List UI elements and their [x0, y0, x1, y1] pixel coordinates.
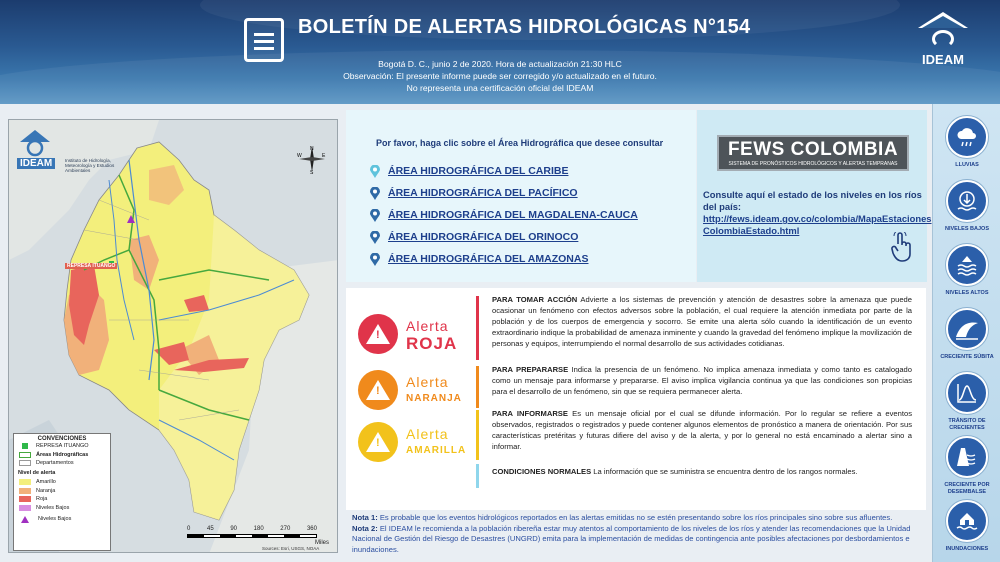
map-pin-icon — [370, 209, 380, 222]
pointer-hand-icon[interactable] — [889, 232, 915, 262]
sidebar-label[interactable]: NIVELES BAJOS — [944, 226, 989, 232]
sidebar-label[interactable]: INUNDACIONES — [945, 546, 989, 552]
area-link-label[interactable]: ÁREA HIDROGRÁFICA DEL AMAZONAS — [388, 253, 589, 265]
sidebar-label[interactable]: CRECIENTE SÚBITA — [940, 354, 994, 360]
warning-icon: ! — [358, 314, 398, 354]
map-pin-icon — [370, 253, 380, 266]
compass-n: N — [310, 146, 314, 152]
fews-logo-title: FEWS COLOMBIA — [727, 139, 899, 160]
warning-icon: ! — [358, 422, 398, 462]
fews-description: Consulte aquí el estado de los niveles en los ríos del país: — [703, 189, 922, 212]
map-source: Sources: Esri, USGS, NOAA — [262, 546, 320, 551]
notes — [352, 513, 922, 555]
dam-release-icon[interactable] — [946, 436, 988, 478]
alerta-naranja-badge: ! Alerta NARANJA — [358, 366, 468, 414]
hydrographic-areas-panel — [346, 110, 696, 282]
fews-colombia-logo[interactable] — [717, 135, 909, 171]
legend-title: CONVENCIONES — [37, 436, 87, 442]
scale-tick-label: 90 — [230, 526, 237, 532]
area-link-5[interactable] — [370, 250, 588, 268]
legend-item: Áreas Hidrográficas — [14, 451, 110, 460]
scale-tick-label: 0 — [187, 526, 191, 532]
compass-w: W — [297, 153, 302, 159]
swirl-icon — [932, 30, 954, 48]
sidebar-label[interactable]: TRÁNSITO DE CRECIENTES — [948, 418, 986, 431]
legend-item: Roja — [14, 495, 110, 504]
legend-item: Naranja — [14, 487, 110, 496]
scale-unit: Miles — [315, 540, 330, 546]
disclaimer-line: No representa una certificación oficial del IDEAM — [406, 83, 594, 93]
header-banner — [0, 0, 1000, 104]
represa-label: REPRESA ITUANGO — [67, 263, 116, 269]
divider-roja — [476, 296, 479, 360]
map-logo-name: IDEAM — [17, 158, 55, 169]
alert-levels-panel — [346, 288, 926, 510]
area-link-1[interactable] — [370, 162, 568, 180]
divider-naranja — [476, 366, 479, 408]
map-logo-institute: Instituto de Hidrología, Meteorología y Estudios Ambientales — [65, 158, 115, 173]
ideam-house-icon — [19, 128, 51, 158]
map-legend — [13, 433, 111, 551]
alerta-amarilla-text: PARA INFORMARSE Es un mensaje oficial por el cual se difunde información. Por lo regular se refiere a eventos observados, registrados o registrados y puede contener algunos elementos de pronóstico a manera de orientación. Por sus características pretéritas y futuras difiere del aviso y de la alerta, y por lo general no está encaminado a alertar sino a informar. — [492, 409, 913, 451]
divider-amarilla — [476, 410, 479, 460]
map-pin-icon — [370, 231, 380, 244]
observation-line: Observación: El presente informe puede ser corregido y/o actualizado en el futuro. — [343, 71, 657, 81]
fews-link[interactable]: http://fews.ideam.gov.co/colombia/MapaEstaciones ColombiaEstado.html — [703, 213, 932, 236]
fews-text — [703, 189, 932, 237]
scale-bar — [187, 526, 330, 552]
page-title: BOLETÍN DE ALERTAS HIDROLÓGICAS N°154 — [298, 16, 751, 38]
legend-item: Niveles Bajos — [14, 504, 110, 513]
ideam-logo[interactable] — [912, 12, 974, 68]
ideam-logo-text: IDEAM — [922, 52, 964, 67]
area-link-3[interactable] — [370, 206, 638, 224]
note-2: Nota 2: El IDEAM le recomienda a la población ribereña estar muy atentos al comportamiento de los niveles de los ríos y atender las recomendaciones que la Unidad Nacional de Gestión del Riesgo de Desastres (UNGRD) emita para la implementación de medidas de contingencia ante posibles afectaciones por desbordamientos e inundaciones. — [352, 523, 911, 554]
scale-ticks — [187, 526, 317, 532]
document-icon — [244, 18, 284, 62]
scale-bar-graphic — [187, 534, 317, 538]
compass-rose-icon — [297, 144, 327, 174]
sidebar-label[interactable]: NIVELES ALTOS — [945, 290, 989, 296]
legend-item: Departamentos — [14, 459, 110, 468]
flash-flood-icon[interactable] — [946, 308, 988, 350]
area-link-label[interactable]: ÁREA HIDROGRÁFICA DEL ORINOCO — [388, 231, 579, 243]
legend-item: Niveles Bajos — [14, 515, 110, 524]
header-subtitle — [300, 58, 700, 94]
sidebar-label[interactable]: LLUVIAS — [955, 162, 979, 168]
rain-cloud-icon[interactable] — [946, 116, 988, 158]
flood-transit-icon[interactable] — [946, 372, 988, 414]
alerta-roja-badge: ! Alerta ROJA — [358, 310, 468, 358]
area-link-label[interactable]: ÁREA HIDROGRÁFICA DEL MAGDALENA-CAUCA — [388, 209, 638, 221]
fews-panel — [697, 110, 932, 282]
low-level-icon[interactable] — [946, 180, 988, 222]
area-link-4[interactable] — [370, 228, 578, 246]
sidebar-label[interactable]: CRECIENTE POR DESEMBALSE — [944, 482, 990, 495]
flooding-icon[interactable] — [946, 500, 988, 542]
warning-icon: ! — [358, 370, 398, 410]
alerta-amarilla-badge: ! Alerta AMARILLA — [358, 418, 468, 466]
map-ideam-logo — [15, 128, 115, 172]
alert-map[interactable] — [8, 119, 338, 553]
area-link-2[interactable] — [370, 184, 578, 202]
legend-item: REPRESA ITUANGO — [14, 442, 110, 451]
alerta-roja-text: PARA TOMAR ACCIÓN Advierte a los sistemas de prevención y atención de desastres sobre la amenaza que puede ocasionar un fenómeno con efectos adversos sobre la población, el cual requiere la atención inmediata por parte de la población y de los cuerpos de emergencia y socorro. Se emite una alerta sólo cuando la identificación de un evento extraordinario indique la probabilidad de amenaza inminente y cuando la gravedad del fenómeno implique la movilización de personas y equipos, interrumpiendo el normal desarrollo de sus actividades cotidianas. — [492, 295, 912, 348]
note-1: Nota 1: Es probable que los eventos hidrológicos reportados en las alertas emitidas no se estén presentando sobre los ríos principales sino sobre sus afluentes. — [352, 513, 893, 522]
fews-logo-subtitle: SISTEMA DE PRONÓSTICOS HIDROLÓGICOS Y ALERTAS TEMPRANAS — [728, 161, 898, 167]
scale-tick-label: 180 — [253, 526, 264, 532]
condiciones-normales-text: CONDICIONES NORMALES La información que se suministra se encuentra dentro de los rangos normales. — [492, 467, 858, 476]
areas-hint: Por favor, haga clic sobre el Área Hidrográfica que desee consultar — [376, 138, 664, 148]
legend-item: Amarillo — [14, 478, 110, 487]
date-line: Bogotá D. C., junio 2 de 2020. Hora de actualización 21:30 HLC — [378, 59, 622, 69]
compass-s: S — [310, 170, 314, 174]
area-link-label[interactable]: ÁREA HIDROGRÁFICA DEL CARIBE — [388, 165, 569, 177]
map-pin-icon — [370, 165, 380, 178]
scale-tick-label: 360 — [306, 526, 317, 532]
alerta-naranja-text: PARA PREPARARSE Indica la presencia de un fenómeno. No implica amenaza inmediata y como tanto es catalogado como un mensaje para informarse y prepararse. El aviso implica vigilancia continua ya que las condiciones son propicias para el desarrollo de un fenómeno, sin que se requiera permanecer alerta. — [492, 365, 912, 396]
scale-tick-label: 270 — [280, 526, 291, 532]
area-link-label[interactable]: ÁREA HIDROGRÁFICA DEL PACÍFICO — [388, 187, 578, 199]
high-level-icon[interactable] — [946, 244, 988, 286]
category-sidebar — [932, 104, 1000, 562]
scale-tick-label: 45 — [206, 526, 214, 532]
map-pin-icon — [370, 187, 380, 200]
legend-section-title: Nivel de alerta — [18, 469, 56, 476]
divider-normal — [476, 464, 479, 488]
compass-e: E — [322, 153, 326, 159]
